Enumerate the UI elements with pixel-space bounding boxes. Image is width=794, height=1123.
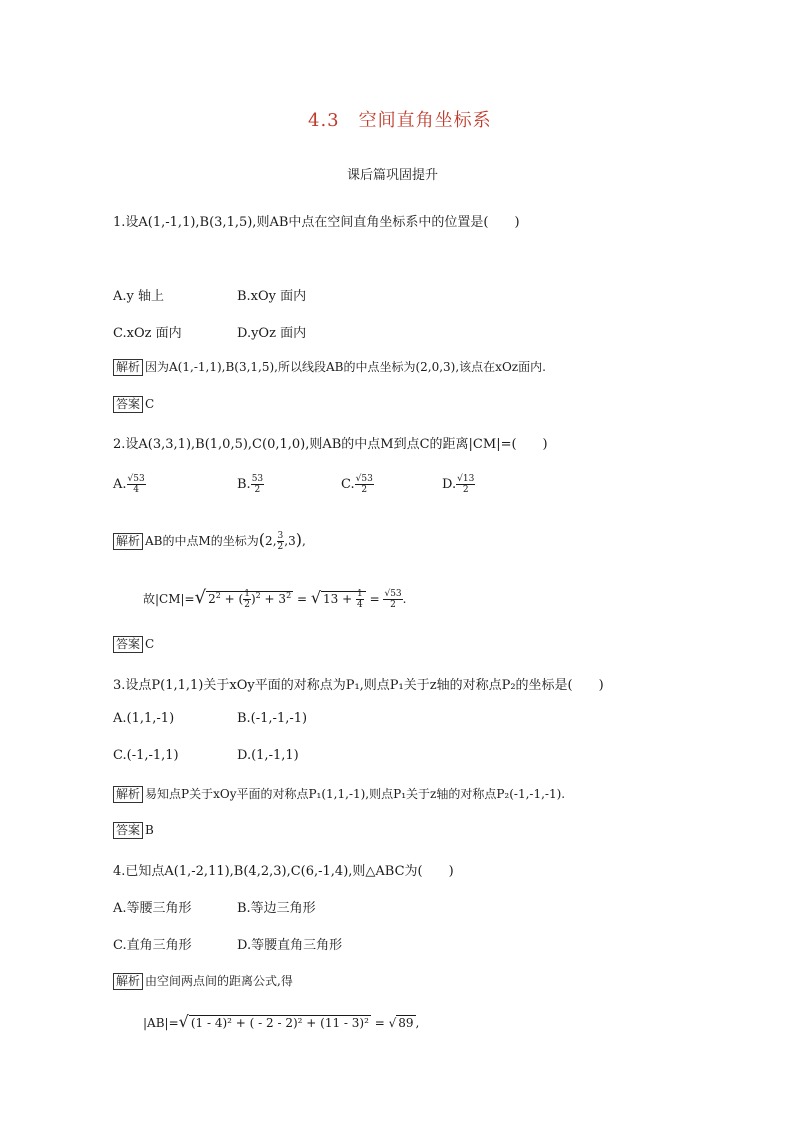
result-den: 2 bbox=[390, 600, 396, 610]
q2-answer-value: C bbox=[145, 637, 155, 651]
term1-base: 2 bbox=[208, 592, 216, 606]
formula-lead: |AB|= bbox=[143, 1016, 179, 1030]
option-denominator: 2 bbox=[254, 485, 261, 495]
question-4-stem: 4.已知点A(1,-2,11),B(4,2,3),C(6,-1,4),则△ABC为( ) bbox=[113, 864, 454, 879]
option-numerator: 53 bbox=[361, 474, 373, 484]
q4-solution bbox=[113, 972, 293, 990]
formula-radicand: (1 - 4)² + ( - 2 - 2)² + (11 - 3)² bbox=[190, 1016, 369, 1030]
option-numerator: 53 bbox=[133, 474, 145, 484]
option-numerator: 13 bbox=[462, 474, 475, 484]
solution-label: 解析 bbox=[113, 533, 143, 550]
q2-option-c[interactable]: C. $\frac{√53}{2}$ bbox=[341, 474, 373, 495]
q2-distance-formula: 故|CM|=√ $2^2$ + ( $\frac{1}{2}$ )$^2 + 3^2$ = √ 13 + $\frac{1}{4}$ = $\frac{√53}{2}$ . bbox=[143, 587, 407, 610]
q4-option-a[interactable]: A.等腰三角形 bbox=[113, 901, 192, 916]
option-letter: B. bbox=[237, 477, 251, 492]
term2-num: 1 bbox=[244, 589, 250, 599]
option-denominator: 2 bbox=[462, 485, 469, 495]
option-letter: A. bbox=[113, 477, 127, 492]
q1-solution-text: 因为A(1,-1,1),B(3,1,5),所以线段AB的中点坐标为(2,0,3),该点在xOz面内. bbox=[145, 360, 546, 374]
q1-solution bbox=[113, 358, 546, 376]
q1-option-d[interactable]: D.yOz 面内 bbox=[237, 326, 307, 341]
formula-lead: 故|CM|= bbox=[143, 592, 195, 606]
question-2-stem: 2.设A(3,3,1),B(1,0,5),C(0,1,0),则AB的中点M到点C的距离|CM|=( ) bbox=[113, 437, 548, 452]
q3-solution bbox=[113, 785, 565, 803]
midpoint-coordinates: ( bbox=[258, 530, 266, 549]
mid-num: 1 bbox=[357, 589, 363, 599]
question-3-stem: 3.设点P(1,1,1)关于xOy平面的对称点为P₁,则点P₁关于z轴的对称点P₂的坐标是( ) bbox=[113, 678, 604, 693]
q3-option-a[interactable]: A.(1,1,-1) bbox=[113, 711, 175, 726]
solution-label: 解析 bbox=[113, 973, 143, 990]
term2-den: 2 bbox=[244, 600, 250, 610]
mid-den: 4 bbox=[357, 600, 363, 610]
solution-label: 解析 bbox=[113, 359, 143, 376]
section-subtitle: 课后篇巩固提升 bbox=[347, 168, 439, 183]
q3-option-b[interactable]: B.(-1,-1,-1) bbox=[237, 711, 308, 726]
q4-option-d[interactable]: D.等腰直角三角形 bbox=[237, 938, 343, 953]
midpoint-x: 2 bbox=[265, 534, 273, 548]
midpoint-y-den: 2 bbox=[277, 542, 284, 552]
q2-option-d[interactable]: D. $\frac{√13}{2}$ bbox=[442, 474, 475, 495]
q3-answer bbox=[113, 822, 154, 839]
option-letter: D. bbox=[442, 477, 457, 492]
option-denominator: 4 bbox=[133, 485, 139, 495]
q4-distance-formula: |AB|=√ (1 - 4)² + ( - 2 - 2)² + (11 - 3)² = √ 89 , bbox=[143, 1012, 420, 1031]
answer-label: 答案 bbox=[113, 396, 143, 413]
answer-label: 答案 bbox=[113, 822, 143, 839]
question-1-stem: 1.设A(1,-1,1),B(3,1,5),则AB中点在空间直角坐标系中的位置是( ) bbox=[113, 215, 520, 230]
q3-answer-value: B bbox=[145, 823, 154, 837]
q3-solution-text: 易知点P关于xOy平面的对称点P₁(1,1,-1),则点P₁关于z轴的对称点P₂(-1,-1,-1). bbox=[145, 787, 566, 801]
q2-solution-line1: 解析 AB的中点M的坐标为(2, $\frac{3}{2}$ ,3), bbox=[113, 530, 306, 552]
q1-option-a[interactable]: A.y 轴上 bbox=[113, 289, 164, 304]
q1-answer bbox=[113, 396, 154, 413]
q3-option-c[interactable]: C.(-1,-1,1) bbox=[113, 748, 179, 763]
midpoint-z: 3 bbox=[288, 534, 296, 548]
term2-exp: 2 bbox=[255, 591, 261, 600]
result-num: 53 bbox=[390, 589, 402, 599]
q1-option-b[interactable]: B.xOy 面内 bbox=[237, 289, 307, 304]
term3-base: 3 bbox=[278, 592, 287, 606]
formula-result: 89 bbox=[398, 1016, 414, 1030]
page-title: 4.3 空间直角坐标系 bbox=[308, 110, 492, 131]
option-letter: C. bbox=[341, 477, 355, 492]
q4-option-c[interactable]: C.直角三角形 bbox=[113, 938, 192, 953]
option-numerator: 53 bbox=[251, 474, 264, 484]
q1-option-c[interactable]: C.xOz 面内 bbox=[113, 326, 182, 341]
midpoint-y-num: 3 bbox=[277, 531, 284, 541]
q2-solution-text: AB的中点M的坐标为 bbox=[145, 534, 259, 548]
q3-option-d[interactable]: D.(1,-1,1) bbox=[237, 748, 299, 763]
q2-option-a[interactable]: A. $\frac{√53}{4}$ bbox=[113, 474, 145, 495]
solution-label: 解析 bbox=[113, 786, 143, 803]
answer-label: 答案 bbox=[113, 636, 143, 653]
option-denominator: 2 bbox=[361, 485, 368, 495]
q2-option-b[interactable] bbox=[237, 474, 264, 495]
q4-solution-text: 由空间两点间的距离公式,得 bbox=[145, 974, 293, 988]
q2-answer bbox=[113, 636, 154, 653]
simplified-mid: 13 + bbox=[323, 592, 353, 606]
q4-option-b[interactable]: B.等边三角形 bbox=[237, 901, 316, 916]
formula-tail: , bbox=[415, 1016, 420, 1030]
term3-exp: 2 bbox=[286, 591, 292, 600]
q1-answer-value: C bbox=[145, 397, 155, 411]
term1-exp: 2 bbox=[215, 591, 221, 600]
